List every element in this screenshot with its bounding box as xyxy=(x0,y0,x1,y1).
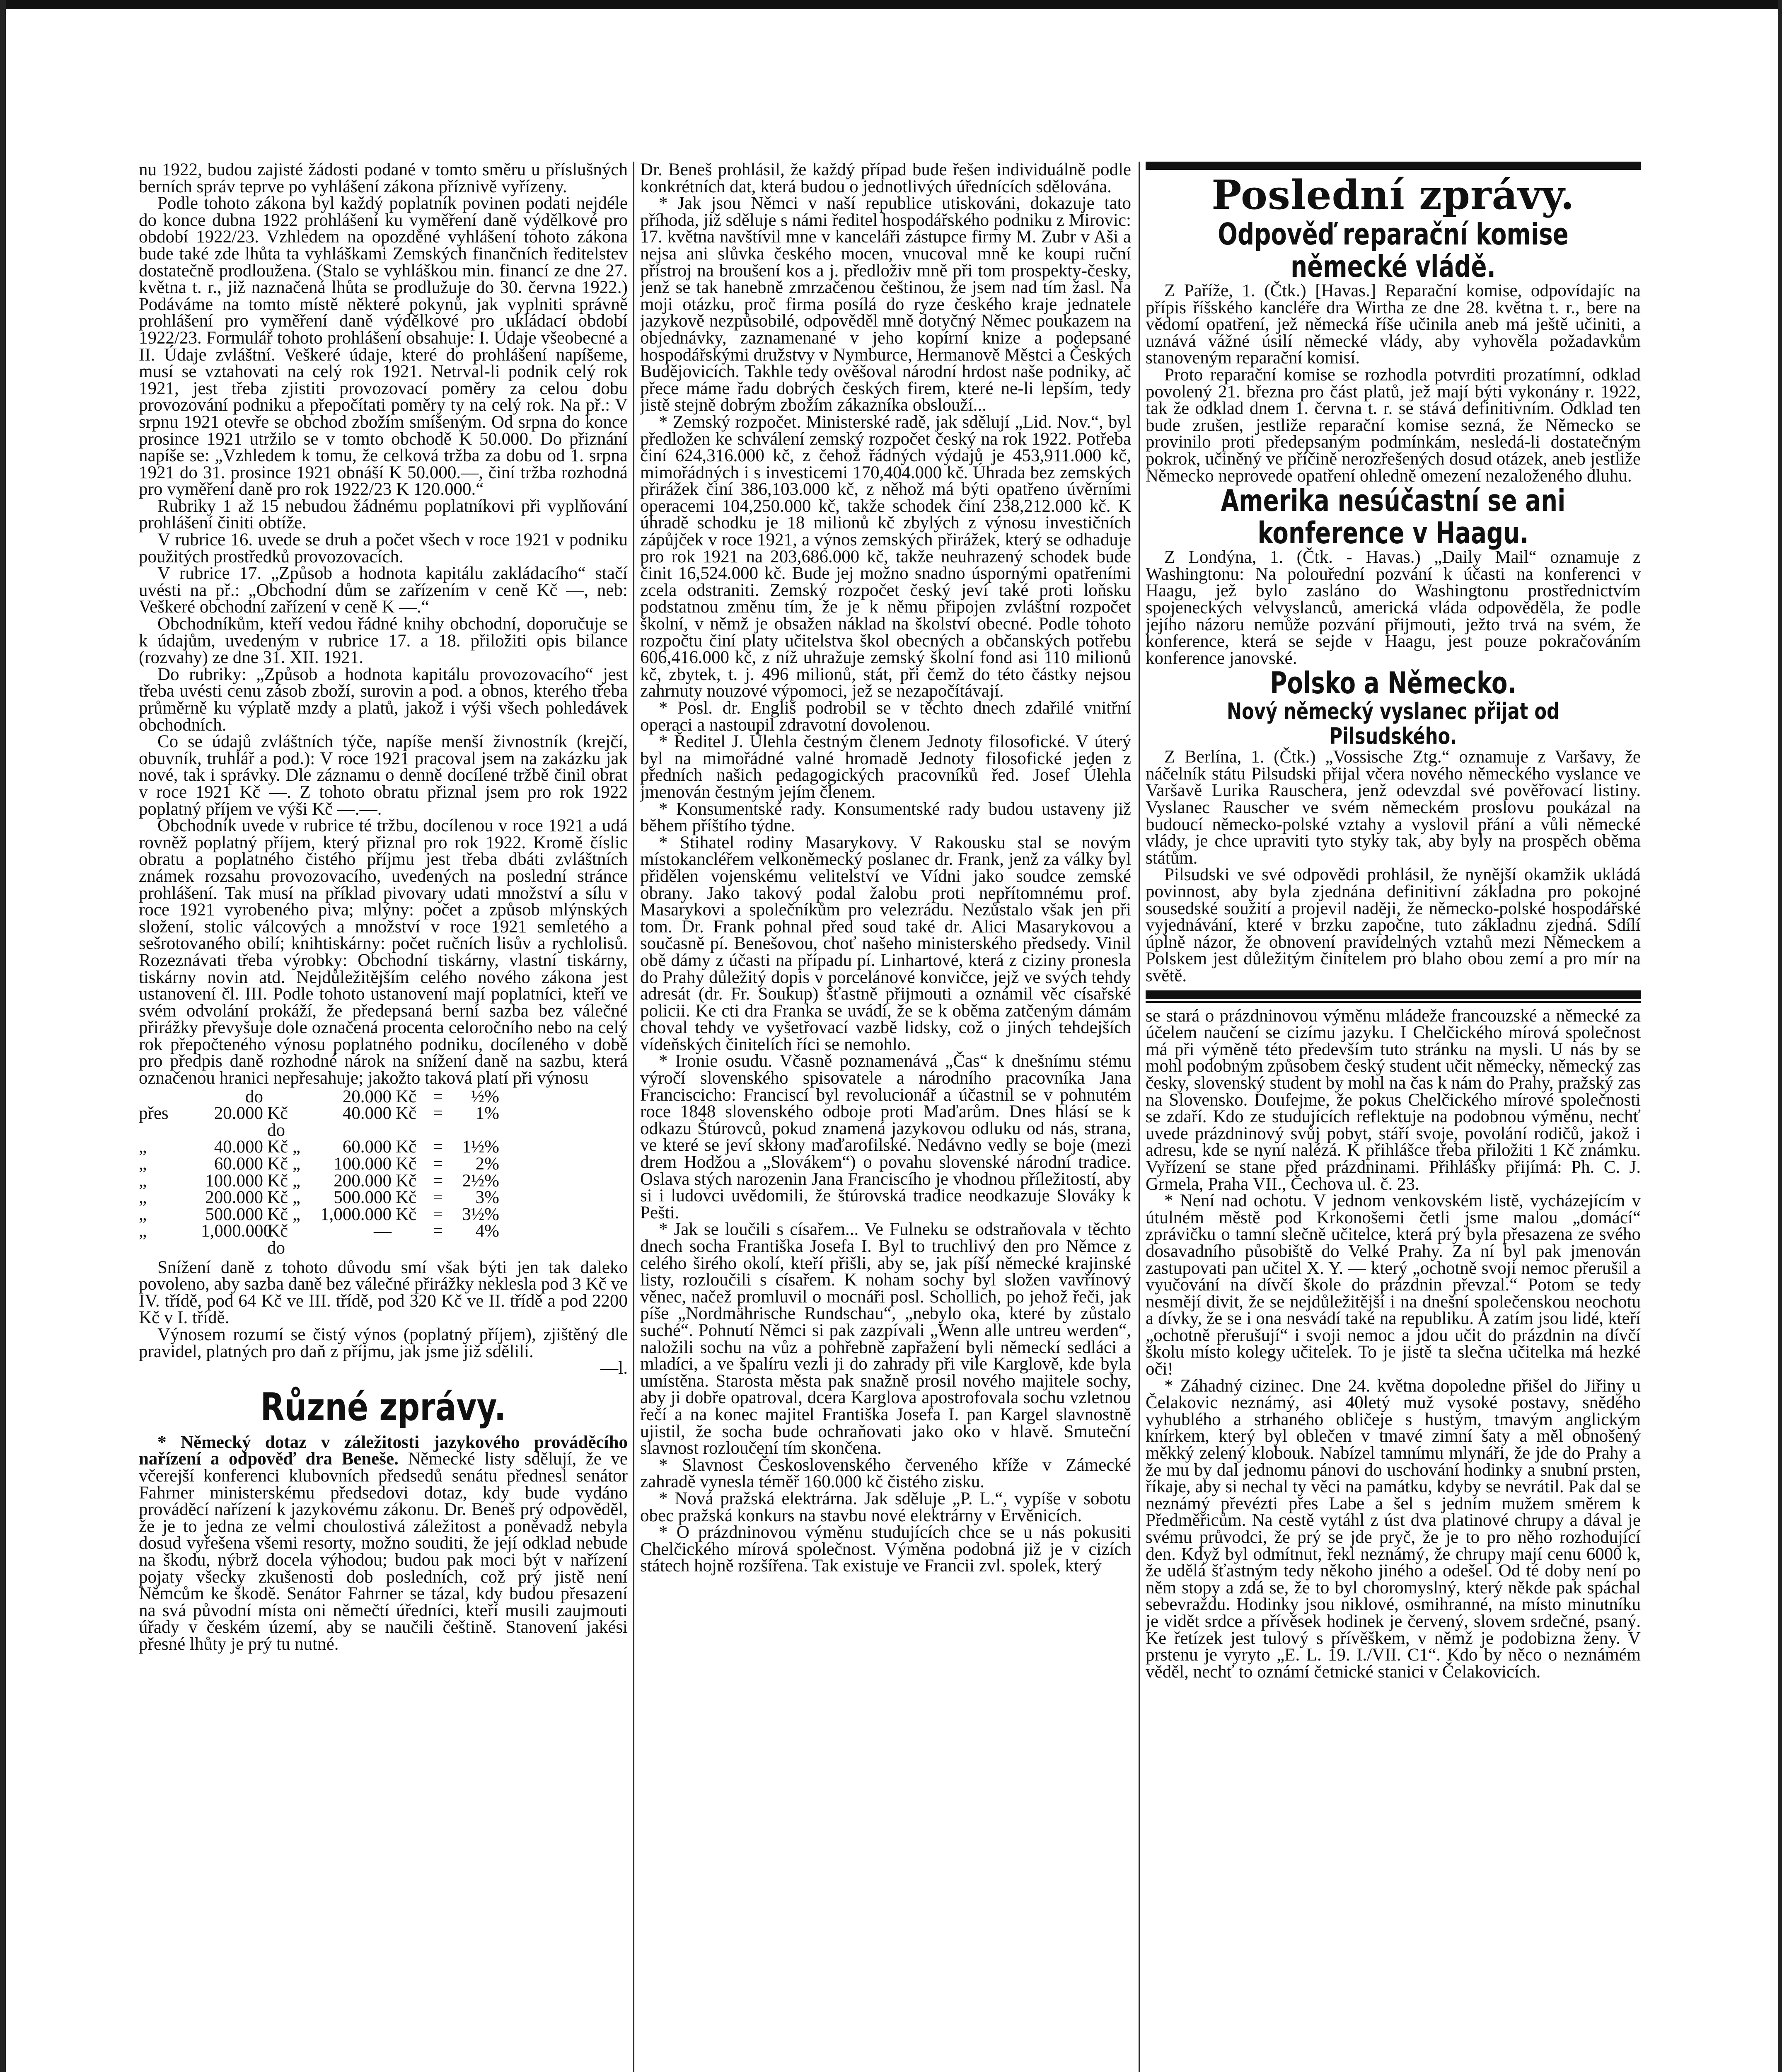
article-paragraph: Co se údajů zvláštních týče, napíše menší živnostník (krejčí, obuvník, truhlář a pod.): V roce 1921 pracoval jsem na zakázku jak nové, tak i správky. Dle záznamu o denně docílené tržbě činil obrat v roce 1921 Kč —. Z tohoto obratu přiznal jsem pro rok 1922 poplatný příjem ve výši Kč —.—. xyxy=(139,732,628,819)
column-right xyxy=(1146,162,1641,2072)
article-paragraph: V rubrice 17. „Způsob a hodnota kapitálu zakládacího“ stačí uvésti na př.: „Obchodní dům se zařízením v ceně Kč —, neb: Veškeré obchodní zařízení v ceně K —.“ xyxy=(139,564,628,617)
heavy-rule xyxy=(1146,162,1641,170)
table-row: do 20.000 Kč = ½% xyxy=(245,1087,499,1106)
article-paragraph: Proto reparační komise se rozhodla potvrditi prozatímní, odklad povolený 21. března pro část platů, jež mají býti vykonány r. 1922, tak že odklad dnem 1. června t. r. se stává definitivním. Odklad ten bude zrušen, jestliže reparační komise sezná, že Německo se provinilo proti předepsaným podmínkám, nesledá-li dostatečným pokrok, učiněný ve příčině nerozřešených dosud otázek, aneb jestliže Německo neprovede opatření ohledně omezení nezaloženého dluhu. xyxy=(1146,365,1641,486)
article-paragraph: Obchodník uvede v rubrice té tržbu, docílenou v roce 1921 a udá rovněž poplatný příjem, který přiznal pro rok 1922. Kromě číslic obratu a poplatného čistého příjmu jest třeba dbáti zvláštních známek rozsahu provozovacího, uvedených na poslední stránce prohlášení. Tak musí na příklad pivovary udati množství a sílu v roce 1921 vyrobeného piva; mlýny: počet a způsob mlýnských složení, stolic válcových a množství v roce 1921 semletého a sešrotovaného obilí; knihtiskárny: počet ručních lisův a rychlolisů. Rozeznávati třeba výrobky: Obchodní tiskárny, vlastní tiskárny, tiskárny novin atd. Nejdůležitějším celého nového zákona jest ustanovení čl. III. Podle tohoto ustanovení mají poplatníci, kteří ve svém odvolání prokáží, že předepsaná berní sazba bez válečné přirážky převyšuje dole označená procenta celoročního nebo na celý rok přepočteného výnosu poplatného podniku, docíleného v době pro předpis daně rozhodné nárok na snížení daně na sazbu, která označenou hranici nepřesahuje; jakožto taková platí při výnosu xyxy=(139,816,628,1088)
right-border xyxy=(1778,0,1782,2072)
article-paragraph: Výnosem rozumí se čistý výnos (poplatný příjem), zjištěný dle pravidel, platných pro daň z příjmu, jak jsme již sdělili. xyxy=(139,1324,628,1361)
section-title: Různé zprávy. xyxy=(260,1385,506,1429)
article-headline: Polsko a Německo. xyxy=(1270,666,1516,701)
article-paragraph: * Zemský rozpočet. Ministerské radě, jak sdělují „Lid. Nov.“, byl předložen ke schválení zemský rozpočet český na rok 1922. Potřeba činí 624,316.000 kč, z čehož řádných výdajů je 453,911.000 kč, mimořádných i s investicemi 170,404.000 kč. Úhrada bez zemských přirážek činí 386,103.000 kč, z něhož má býti opatřeno úvěrními operacemi 104,250.000 kč, takže schodek činí 238,212.000 kč. K úhradě schodku je 18 milionů kč zbylých z výnosu investičních zápůjček v roce 1921, a výnos zemských přirážek, který se odhaduje pro rok 1921 na 203,686.000 kč, takže neuhrazený schodek bude činit 16,524.000 kč. Bude jej možno snadno úspornými opatřeními zcela odstraniti. Zemský rozpočet český jeví také proti loňsku podstatnou změnu tím, že je k němu připojen zvláštní rozpočet školní, v němž je obsažen náklad na školství obecné. Podle tohoto rozpočtu činí platy učitelstva škol obecných a občanských potřebu 606,416.000 kč, z níž uhražuje zemský školní fond asi 110 milionů kč, zbytek, t. j. 496 milionů, stát, při čemž do této částky nejsou zahrnuty nouzové výpomoci, jež se nezapočítávají. xyxy=(640,412,1131,701)
article-paragraph: * Nová pražská elektrárna. Jak sděluje „P. L.“, vypíše v sobotu obec pražská konkurs na stavbu nové elektrárny v Ervěnicích. xyxy=(640,1489,1131,1525)
table-row: „ 40.000 Kč „ 60.000 Kč = 1½% xyxy=(139,1137,499,1157)
article-paragraph: * O prázdninovou výměnu studujících chce se u nás pokusiti Chelčického mírová společnost. Výměna podobná již je v cizích státech hojně rozšířena. Tak existuje ve Francii zvl. spolek, který xyxy=(640,1523,1131,1576)
article-paragraph: * Záhadný cizinec. Dne 24. května dopoledne přišel do Jiřiny u Čelakovic neznámý, asi 40letý muž vysoké postavy, snědého vyhublého a strhaného obličeje s hustým, tmavým anglickým knírkem, který byl oblečen v tmavé zimní šaty a měl obnošený měkký zelený klobouk. Nabízel tamnímu mlynáři, že jde do Prahy a že mu by dal jednomu pánovi do uschování hodinky a snubní prsten, říkaje, aby si nechal ty věci na památku, kdyby se nevrátil. Pak dal se neznámý převézti přes Labe a šel s jedním mužem směrem k Předměřicům. Na cestě vytáhl z úst dva platinové chrupy a dával je svému průvodci, že prý se jde pryč, že je to pro něho rozhodující den. Když byl odmítnut, řekl neznámý, že chrupy mají cenu 6000 k, že udělá šťastným tedy někoho jiného a odešel. Od té doby není po něm stopy a zdá se, že to byl choromyslný, který někde pak spáchal sebevraždu. Hodinky jsou niklové, osmihranné, na místo minutníku je vidět srdce a přívěsek hodinek je červený, slovem srdečné, psaný. Ke řetízek jest tulový s přívěškem, v němž je podobizna ženy. V prstenu je vyryto „E. L. 19. I./VII. C1“. Kdo by něco o neznámém věděl, nechť to oznámí četnické stanici v Čelakovicích. xyxy=(1146,1376,1641,1682)
article-paragraph: * Konsumentské rady. Konsumentské rady budou ustaveny již během příštího týdne. xyxy=(640,799,1131,836)
table-row: „ 100.000 Kč „ 200.000 Kč = 2½% xyxy=(139,1171,499,1191)
article-paragraph: Obchodníkům, kteří vedou řádné knihy obchodní, doporučuje se k údajům, uvedeným v rubrice 17. a 18. přiložiti opis bilance (rozvahy) ze dne 31. XII. 1921. xyxy=(139,614,628,668)
table-row: „ 500.000 Kč „ 1,000.000 Kč = 3½% xyxy=(139,1204,499,1224)
article-paragraph: Z Paříže, 1. (Čtk.) [Havas.] Reparační komise, odpovídajíc na přípis říšského kancléře dra Wirtha ze dne 28. května t. r., bere na vědomí opatření, jež německá říše učinila aneb má ještě učiniti, a uznává vážné úsilí německé vlády, aby vyhověla požadavkům stanoveným reparační komisí. xyxy=(1146,281,1641,368)
article-paragraph: Z Berlína, 1. (Čtk.) „Vossische Ztg.“ oznamuje z Varšavy, že náčelník státu Pilsudski přijal včera nového německého vyslance ve Varšavě Lurika Rauschera, jenž odevzdal své pověřovací listiny. Vyslanec Rauscher ve svém německém proslovu poukázal na budoucí německo-polské vztahy a vyslovil přání a vůli německé vlády, je chce upraviti tyto styky tak, aby byly na prospěch oběma státům. xyxy=(1146,747,1641,868)
column-left xyxy=(139,162,628,2072)
author-signature: —l. xyxy=(600,1358,628,1378)
article-paragraph: * Slavnost Československého červeného kříže v Zámecké zahradě vynesla téměř 160.000 kč čistého zisku. xyxy=(640,1455,1131,1492)
article-paragraph: * Posl. dr. Engliš podrobil se v těchto dnech zdařilé vnitřní operaci a nastoupil zdravotní dovolenou. xyxy=(640,698,1131,735)
table-row: přes 20.000 Kč do 40.000 Kč = 1% xyxy=(139,1104,499,1140)
article-paragraph: * Ironie osudu. Včasně poznamenává „Čas“ k dnešnímu stému výročí slovenského spisovatele a národního pracovníka Jana Franciscicho: Franciscí byl revolucionář a účastnil se v pohnutém roce 1848 slovenského odboje proti Maďarům. Dnes hlásí se k odkazu Štúrovců, pokud znamená jazykovou odluku od nás, strana, ve které se jeví skłony maďarofilské. Nedávno vedly se boje (mezi drem Hodžou a „Slovákem“) o povahu slovenské národní tradice. Oslava stých narozenin Jana Franciscího je vhodnou příležitostí, aby si i ludovci uvědomili, že štúrovská tradice neodkazuje Slováky k Pešti. xyxy=(640,1051,1131,1222)
top-border xyxy=(0,0,1782,9)
article-paragraph: Pilsudski ve své odpovědi prohlásil, že nynější okamžik ukládá povinnost, aby byla zjednána definitivní základna pro pokojné sousedské soužití a projevil naději, že německo-polské hospodářské vyjednávání, které v brzku započne, tuto základnu zjedná. Sdílí úplně názor, že obnovení pravidelných vztahů mezi Německem a Polskem jest důležitým činitelem pro blaho obou zemí a pro mír na světě. xyxy=(1146,865,1641,985)
article-paragraph: Dr. Beneš prohlásil, že každý případ bude řešen individuálně podle konkrétních dat, která budou o jednotlivých úřednících sdělována. xyxy=(640,162,1131,196)
article-paragraph: Rubriky 1 až 15 nebudou žádnému poplatníkovi při vyplňování prohlášení činiti obtíže. xyxy=(139,496,628,533)
article-paragraph xyxy=(139,1434,628,1653)
column-middle xyxy=(640,162,1131,2072)
column-divider xyxy=(1139,162,1140,2072)
article-paragraph: nu 1922, budou zajisté žádosti podané v tomto směru u příslušných berních správ teprve po vyhlášení zákona příznivě vyřízeny. xyxy=(139,162,628,196)
article-paragraph: * Stihatel rodiny Masarykovy. V Rakousku stal se novým místokancléřem velkoněmecký poslanec dr. Frank, jenž za války byl přidělen vojenskému velitelství ve Vídni jako soudce zemské obrany. Jako takový podal žalobu proti nepřítomnému prof. Masarykovi a společníkům pro velezrádu. Nezůstalo však jen při tom. Dr. Frank pohnal před soud také dr. Alici Masarykovou a současně pí. Benešovou, choť našeho ministerského předsedy. Vinil obě dámy z účasti na případu pí. Linhartové, která z ciziny pronesla do Prahy důležitý dopis v porcelánové konvičce, jejž ve svých tehdy adresát (dr. Fr. Soukup) šťastně přijmouti a oznámil věc císařské policii. Ke cti dra Franka se uvádí, že se k oběma zatčeným dámám choval tehdy ve vyšetřovací vazbě lidsky, což o jiných tehdejších vídeňských činitelích říci se nemohlo. xyxy=(640,833,1131,1054)
article-subheadline: Nový německý vyslanec přijat od Pilsudského. xyxy=(1226,698,1560,750)
section-heading: Poslední zprávy. xyxy=(1211,172,1575,218)
article-paragraph: V rubrice 16. uvede se druh a počet všech v roce 1921 v podniku použitých prostředků provozovacích. xyxy=(139,530,628,566)
left-border xyxy=(0,0,6,2072)
article-paragraph: Do rubriky: „Způsob a hodnota kapitálu provozovacího“ jest třeba uvésti cenu zásob zboží, surovin a pod. a obnos, kterého třeba průměrně ku výplatě mzdy a platů, jakož i výši všech pohledávek obchodních. xyxy=(139,664,628,735)
table-row: „ 60.000 Kč „ 100.000 Kč = 2% xyxy=(139,1154,499,1174)
column-divider xyxy=(633,162,634,2072)
article-paragraph: se stará o prázdninovou výměnu mládeže francouzské a německé za účelem naučení se cizímu jazyku. I Chelčického mírová společnost má při výměně této především tuto stránku na mysli. U nás by se mohl podobným způsobem český student učit německy, německý zas česky, slovenský student by mohl na čas k nám do Prahy, pražský zas na Slovensko. Doufejme, že pokus Chelčického mírové společnosti se zdaří. Kdo ze studujících reflektuje na podobnou výměnu, nechť uvede prázdninový svůj pobyt, stáří svoje, povolání rodičů, jakož i adresu, kde se nyní nalézá. K přihlášce třeba přiložiti 1 Kč známku. Vyřízení se stane před prázdninami. Přihlášky přijímá: Ph. C. J. Grmela, Praha VII., Čechova ul. č. 23. xyxy=(1146,1006,1641,1194)
article-paragraph: * Jak se loučili s císařem... Ve Fulneku se odstraňovala v těchto dnech socha Františka Josefa I. Byl to truchlivý den pro Němce z celého širého okolí, kteří přišli, aby se, jak píší německé krajinské listy, rozloučili s císařem. K noham sochy byl složen vavřínový věnec, načež promluvil o mocnáři posl. Schollich, po jehož řeči, jak píše „Nordmährische Rundschau“, „nebylo oka, které by zůstalo suché“. Pohnutí Němci si pak zazpívali „Wenn alle untreu werden“, naložili sochu na vůz a pohřebně zapřažení byli německí sedláci a mladíci, a ve špalíru vezli ji do zahrady při vile Karglově, kde byla umístěna. Starosta města pak snažně prosil nového majitele sochy, aby ji dobře opatroval, dcera Karglova apostrofovala sochu vzletnou řečí a na konec majitel Františka Josefa I. pan Kargel slavnostně ujistil, že socha bude ochraňovati jako oko v hlavě. Smuteční slavnost rozloučení tím skončena. xyxy=(640,1220,1131,1458)
article-paragraph: * Ředitel J. Úlehla čestným členem Jednoty filosofické. V úterý byl na mimořádné valné hromadě Jednoty filosofické jeden z předních našich pedagogických pracovníků řed. Josef Úlehla jmenován čestným jejím členem. xyxy=(640,732,1131,802)
article-paragraph: Podle tohoto zákona byl každý poplatník povinen podati nejdéle do konce dubna 1922 prohlášení ku vyměření daně výdělkové pro období 1922/23. Vzhledem na opozděné vyhlášení tohoto zákona bude také zde lhůta ta vyhláškami Zemských finančních ředitelstev dostatečně prodloužena. (Stalo se vyhláškou min. financí ze dne 27. května t. r., již naznačená lhůta se prodlužuje do 30. června 1922.) Podáváme na tomto místě některé pokynů, jak vyplniti správně prohlášení pro vyměření daně výdělkové pro ukládací období 1922/23. Formulář tohoto prohlášení obsahuje: I. Údaje všeobecné a II. Údaje zvláštní. Veškeré údaje, které do prohlášení napíšeme, musí se vztahovati na celý rok 1921. Netrval-li podnik celý rok 1921, jest třeba zjistiti provozovací poměry za celou dobu provozování podniku a přepočítati poměry ty na celý rok. Na př.: V srpnu 1921 otevře se obchod zbožím smíšeným. Od srpna do konce prosince 1921 utržilo se v tomto obchodě K 50.000. Do přiznání napíše se: „Vzhledem k tomu, že celková tržba za dobu od 1. srpna 1921 do 31. prosince 1921 obnáší K 50.000.—, činí tržba rozhodná pro vyměření daně pro rok 1922/23 K 120.000.“ xyxy=(139,194,628,499)
article-headline: Amerika nesúčastní se ani konference v Haagu. xyxy=(1221,483,1566,551)
table-row: „ 200.000 Kč „ 500.000 Kč = 3% xyxy=(139,1188,499,1208)
article-lead: * Německý dotaz v záležitosti jazykového prováděcího nařízení a odpověď dra Beneše. xyxy=(139,1432,628,1469)
table-row: „ 1,000.000 Kč do — = 4% xyxy=(139,1221,499,1258)
thin-rule xyxy=(1146,1001,1641,1003)
tax-rate-table xyxy=(139,1089,628,1257)
article-paragraph: * Není nad ochotu. V jednom venkovském listě, vycházejícím v útulném městě pod Krkonošemi četli jsme malou „domácí“ zprávičku o tamní slečně učitelce, která prý byla přesazena ze svého dosavadního působiště do Velké Prahy. Za ní byl pak jmenován zastupovati pan učitel X. Y. — který „ochotně svoji nemoc přerušil a vyučování na dívčí škole do prázdnin převzal.“ Potom se tedy nesmějí divit, že se nejdůležitější i na dnešní společenskou neochotu a dívky, že se i ona nesvádí také na republiku. A zatím jsou lidé, kteří „ochotně přerušují“ i svoji nemoc a jdou učit do prázdnin na dívčí školu místo kolegy učitelek. To je jistě ta slečna učitelka má hezké oči! xyxy=(1146,1191,1641,1379)
article-body: Německé listy sdělují, že ve včerejší konferenci klubovních předsedů senátu přednesl senátor Fahrner ministerskému předsedovi dotaz, kdy bude vydáno prováděcí nařízení k jazykovému zákonu. Dr. Beneš prý odpověděl, že je to jedna ze velmi choulostivá záležitost a poněvadž nebyla dosud vyřešena všemi resorty, možno souditi, že její odklad nebude na škodu, nýbrž docela výhodou; budou pak moci být v nařízení pojaty všecky zkušenosti dob posledních, což prý jistě není Němcům ke škodě. Senátor Fahrner se tázal, kdy budou přesazení na svá původní místa oni němečtí úředníci, kteří musili zaujmouti úřady v českém území, aby se naučili češtině. Stanovení jakési přesné lhůty je prý tu nutné. xyxy=(139,1449,628,1654)
article-paragraph: * Jak jsou Němci v naší republice utiskováni, dokazuje tato příhoda, již sděluje s námi ředitel hospodářského podniku z Mirovic: 17. května navštívil mne v kanceláři zástupce firmy M. Zubr v Aši a nejsa ani slůvka českého mocen, vnucoval mně ke koupi ruční přístroj na broušení kos a j. předloživ mně při tom prospekty-česky, jenž se tak hanebně zmrzačenou češtinou, že jsem nad tím žasl. Na moji otázku, proč firma posílá do ryze českého kraje jednatele jazykově nezpůsobilé, odpověděl mně dotyčný Němec poukazem na objednávky, zaznamenané v jeho kopírní knize a podepsané hospodářskými družstvy v Nymburce, Hermanově Městci a Českých Budějovicích. Takhle tedy ověšoval národní hrdost naše podniky, ač přece máme řadu dobrých českých firem, které ne-li lepším, tedy jistě stejně dobrým zbožím zákazníka obslouží... xyxy=(640,194,1131,415)
article-headline: Odpověď reparační komise německé vládě. xyxy=(1218,217,1569,284)
article-paragraph: Snížení daně z tohoto důvodu smí však býti jen tak daleko povoleno, aby sazba daně bez válečné přirážky neklesla pod 3 Kč ve IV. třídě, pod 64 Kč ve III. třídě, pod 320 Kč ve II. třídě a pod 2200 Kč v I. třídě. xyxy=(139,1257,628,1328)
heavy-rule xyxy=(1146,990,1641,999)
article-paragraph: Z Londýna, 1. (Čtk. - Havas.) „Daily Mail“ oznamuje z Washingtonu: Na polouřední pozvání k účasti na konferenci v Haagu, jež bylo zasláno do Washingtonu prostřednictvím spojeneckých velvyslanců, americká vláda odpověděla, že podle jejího názoru nemůže pozvání přijmouti, ježto trvá na svém, že konference, která se sejde v Haagu, jest pouze pokračováním konference janovské. xyxy=(1146,547,1641,668)
